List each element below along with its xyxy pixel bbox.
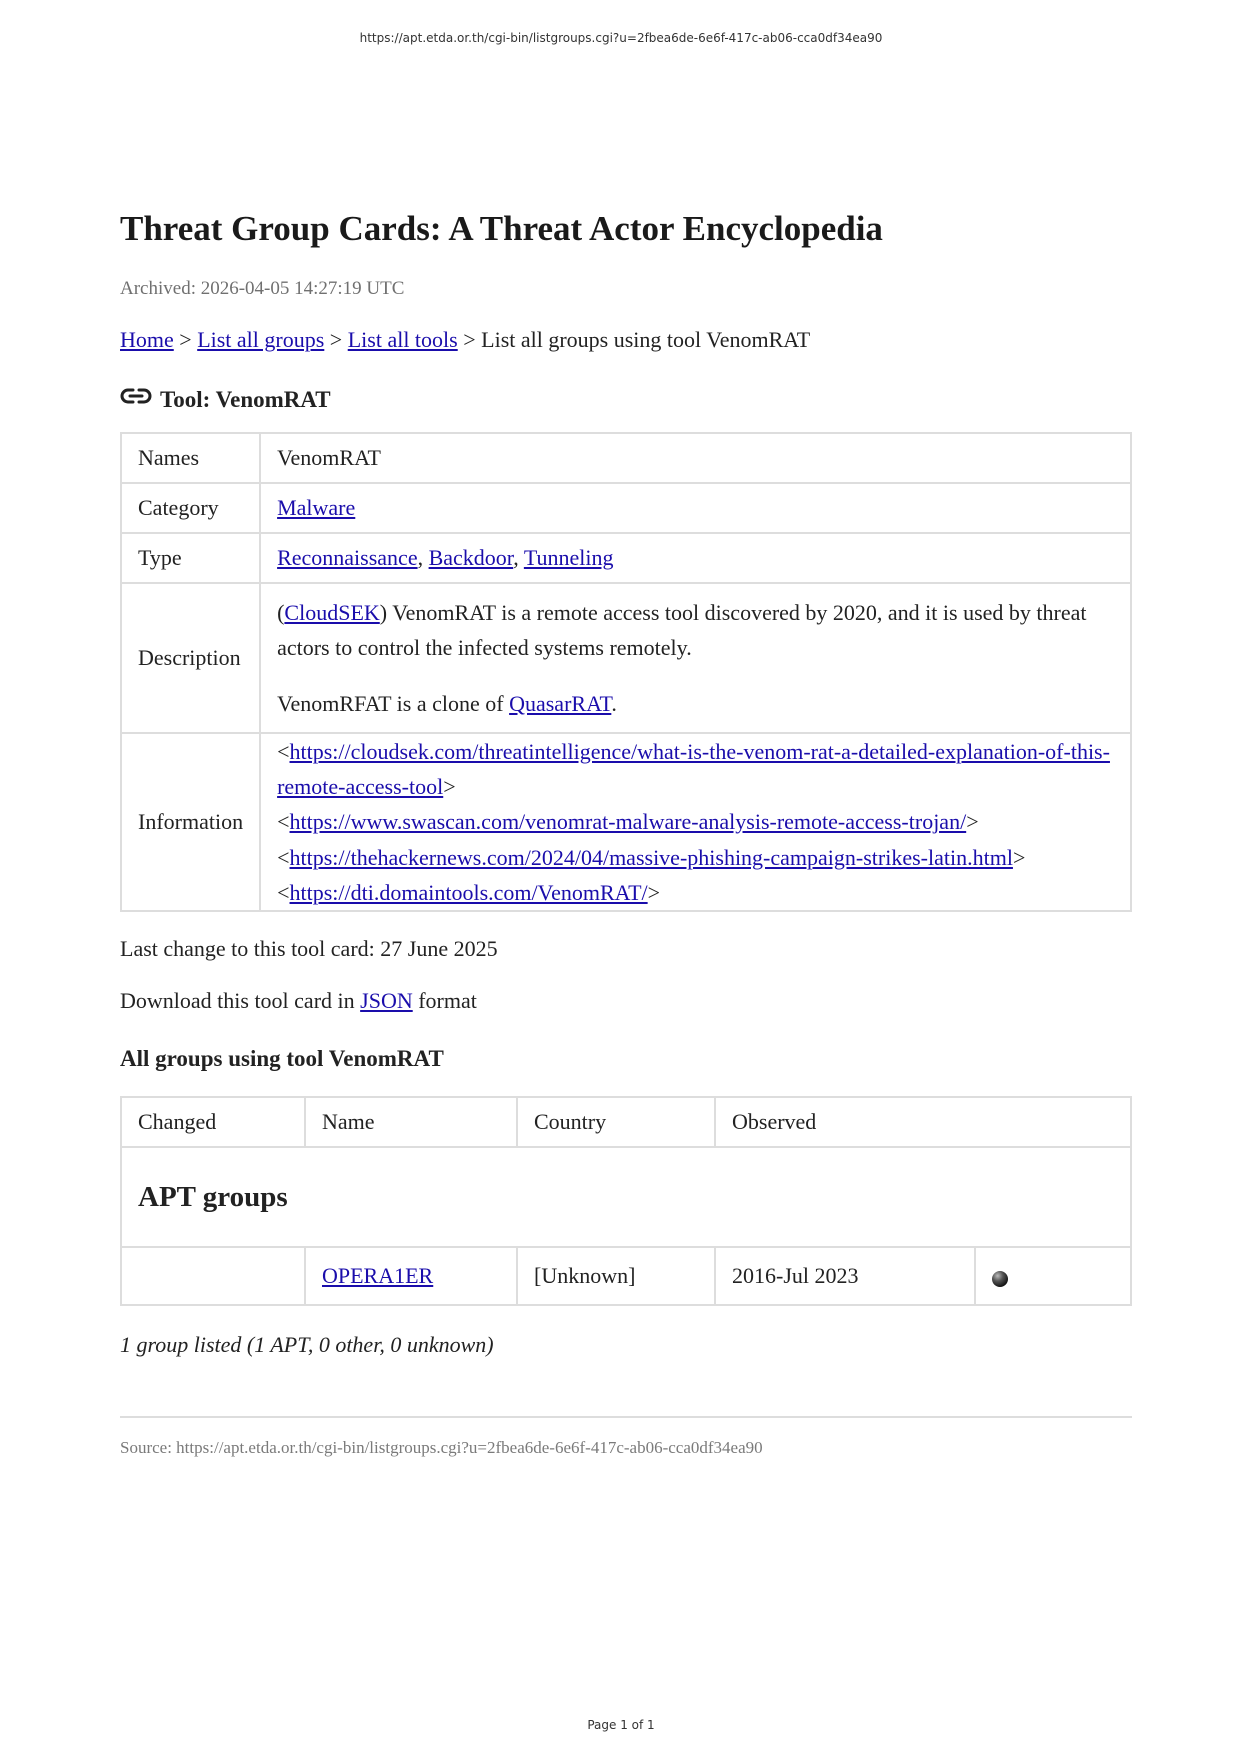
- breadcrumb: [120, 327, 1132, 353]
- breadcrumb-separator: >: [179, 327, 192, 352]
- page-title: Threat Group Cards: A Threat Actor Encyclopedia: [120, 209, 883, 248]
- category-malware-link[interactable]: Malware: [277, 495, 356, 521]
- type-row: [121, 533, 1131, 583]
- groups-summary: 1 group listed (1 APT, 0 other, 0 unknown): [120, 1331, 494, 1357]
- info-link-line: [277, 840, 1114, 875]
- breadcrumb-separator: >: [329, 327, 343, 352]
- column-header-country: Country: [517, 1097, 715, 1147]
- groups-heading: All groups using tool VenomRAT: [120, 1045, 444, 1071]
- breadcrumb-current: List all groups using tool VenomRAT: [481, 327, 811, 352]
- swascan-article-link[interactable]: https://www.swascan.com/venomrat-malware-analysis-remote-access-trojan/: [289, 809, 967, 835]
- category-label: Category: [121, 483, 260, 533]
- gt-sign: >: [647, 879, 661, 905]
- json-download-link[interactable]: JSON: [360, 987, 413, 1013]
- tool-heading-text: Tool: VenomRAT: [160, 387, 331, 412]
- open-paren: (: [277, 600, 285, 626]
- type-backdoor-link[interactable]: Backdoor: [428, 545, 514, 571]
- domaintools-article-link[interactable]: https://dti.domaintools.com/VenomRAT/: [289, 879, 648, 905]
- info-link-line: [277, 804, 1114, 839]
- source-line: Source: https://apt.etda.or.th/cgi-bin/listgroups.cgi?u=2fbea6de-6e6f-417c-ab06-cca0df34ea90: [120, 1437, 763, 1457]
- type-tunneling-link[interactable]: Tunneling: [523, 545, 614, 571]
- names-row: [121, 433, 1131, 483]
- description-row: [121, 583, 1131, 733]
- groups-table: [120, 1096, 1132, 1306]
- breadcrumb-list-tools-link[interactable]: List all tools: [347, 327, 458, 352]
- clone-prefix: VenomRFAT is a clone of: [277, 690, 510, 716]
- information-row: [121, 733, 1131, 911]
- changed-cell: [121, 1247, 305, 1305]
- sphere-icon: [992, 1271, 1008, 1287]
- cloudsek-article-link[interactable]: https://cloudsek.com/threatintelligence/what-is-the-venom-rat-a-detailed-explanation-of-this-remote-access-tool: [277, 739, 1110, 800]
- footer-divider: [120, 1416, 1132, 1418]
- description-clone-paragraph: [277, 686, 1114, 721]
- country-cell: [Unknown]: [517, 1247, 715, 1305]
- category-value: [260, 483, 1131, 533]
- tool-heading: [120, 387, 1132, 413]
- gt-sign: >: [1012, 844, 1026, 870]
- names-label: Names: [121, 433, 260, 483]
- tool-info-table: [120, 432, 1132, 912]
- lt-sign: <: [277, 739, 290, 764]
- apt-groups-heading: APT groups: [121, 1147, 1131, 1247]
- type-comma: ,: [417, 545, 424, 571]
- gt-sign: >: [966, 809, 979, 835]
- table-row: [121, 1247, 1131, 1305]
- download-line: [120, 988, 1132, 1014]
- archived-timestamp: Archived: 2026-04-05 14:27:19 UTC: [120, 278, 405, 299]
- download-suffix: format: [412, 987, 477, 1013]
- description-label: Description: [121, 583, 260, 733]
- download-prefix: Download this tool card in: [120, 987, 361, 1013]
- lt-sign: <: [277, 809, 290, 835]
- column-header-changed: Changed: [121, 1097, 305, 1147]
- breadcrumb-list-groups-link[interactable]: List all groups: [197, 327, 325, 352]
- type-value: [260, 533, 1131, 583]
- type-reconnaissance-link[interactable]: Reconnaissance: [277, 545, 418, 571]
- observed-cell: 2016-Jul 2023: [715, 1247, 975, 1305]
- names-value: VenomRAT: [260, 433, 1131, 483]
- clone-suffix: .: [611, 690, 617, 716]
- type-label: Type: [121, 533, 260, 583]
- type-comma: ,: [513, 545, 519, 571]
- description-value: [260, 583, 1131, 733]
- page-number: Page 1 of 1: [587, 1718, 655, 1732]
- description-paragraph: [277, 595, 1114, 665]
- last-change-text: Last change to this tool card: 27 June 2025: [120, 935, 498, 961]
- column-header-name: Name: [305, 1097, 517, 1147]
- quasarrat-link[interactable]: QuasarRAT: [509, 690, 612, 716]
- group-opera1er-link[interactable]: OPERA1ER: [322, 1263, 434, 1289]
- category-row: [121, 483, 1131, 533]
- cloudsek-source-link[interactable]: CloudSEK: [284, 600, 380, 626]
- apt-section-row: [121, 1147, 1131, 1247]
- name-cell: [305, 1247, 517, 1305]
- main-content: [120, 208, 1132, 1458]
- breadcrumb-home-link[interactable]: Home: [120, 327, 174, 352]
- lt-sign: <: [277, 844, 290, 870]
- print-header-url: https://apt.etda.or.th/cgi-bin/listgroups.cgi?u=2fbea6de-6e6f-417c-ab06-cca0df34ea90: [359, 31, 883, 45]
- gt-sign: >: [443, 774, 456, 800]
- status-cell: [975, 1247, 1131, 1305]
- info-link-line: [277, 734, 1114, 804]
- info-link-line: [277, 875, 1114, 910]
- description-text: ) VenomRAT is a remote access tool discovered by 2020, and it is used by threat actors to control the infected systems remotely.: [277, 600, 1087, 661]
- column-header-observed: Observed: [715, 1097, 1131, 1147]
- thehackernews-article-link[interactable]: https://thehackernews.com/2024/04/massive-phishing-campaign-strikes-latin.html: [289, 844, 1013, 870]
- information-value: [260, 733, 1131, 911]
- information-label: Information: [121, 733, 260, 911]
- lt-sign: <: [277, 879, 290, 905]
- link-icon: [120, 387, 152, 405]
- breadcrumb-separator: >: [463, 327, 476, 352]
- groups-header-row: [121, 1097, 1131, 1147]
